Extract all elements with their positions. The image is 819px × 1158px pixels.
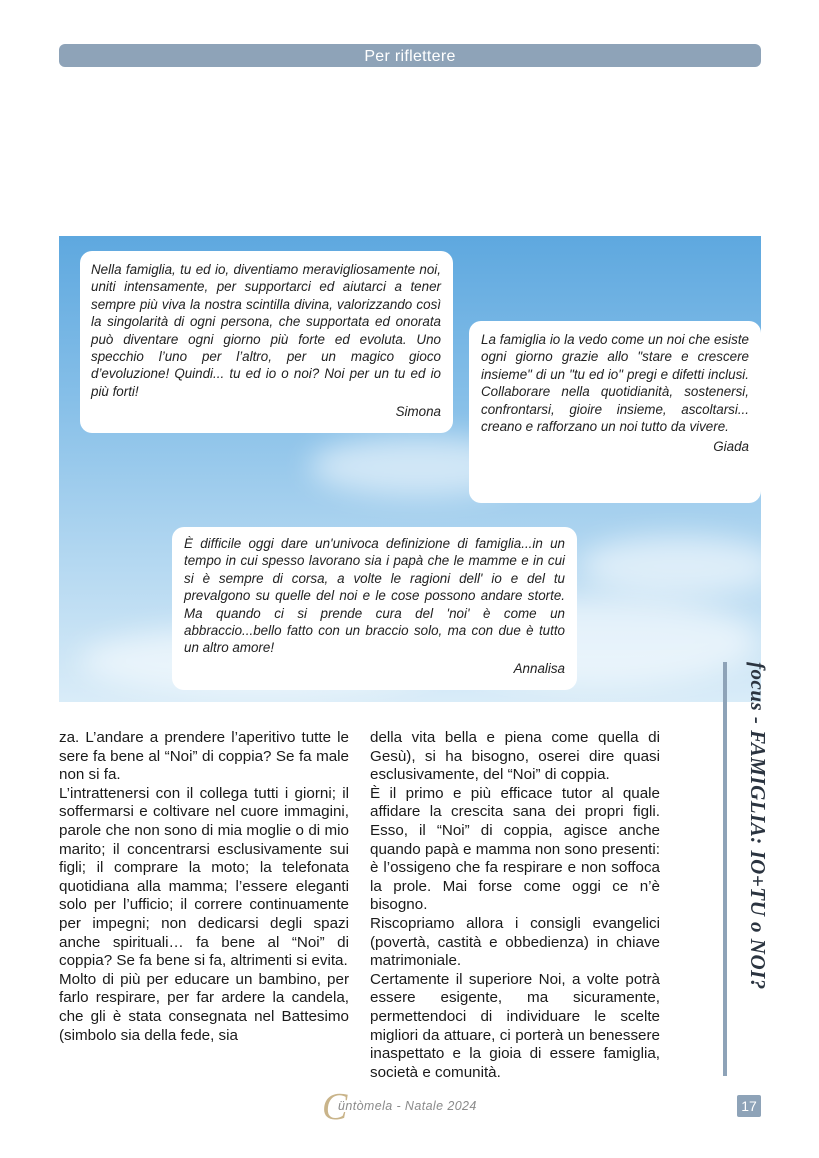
page-number: 17 [737, 1095, 761, 1117]
paragraph: della vita bella e piena come quella di Gesù), si ha bisogno, oserei dire quasi esclusivamente, del “Noi” di coppia. [370, 729, 660, 784]
quote-bubble-simona [80, 251, 453, 433]
sky-background-image [59, 236, 761, 702]
quote-bubble-annalisa [172, 527, 577, 690]
paragraph: Molto di più per educare un bambino, per farlo respirare, per far ardere la candela, che gli è stata consegnata nel Battesimo (simbolo sia della fede, sia [59, 970, 349, 1044]
side-section-label: focus - FAMIGLIA: IO+TU o NOI? [746, 662, 770, 990]
paragraph: Riscopriamo allora i consigli evangelici (povertà, castità e obbedienza) in chiave matrimoniale. [370, 914, 660, 970]
paragraph: È il primo e più efficace tutor al quale affidare la crescita sana dei propri figli. Esso, il “Noi” di coppia, agisce anche quando papà e mamma non sono presenti: è l’ossigeno che fa respirare e non soffoca la prole. Mai forse come oggi ce n’è bisogno. [370, 784, 660, 914]
article-column-right [370, 729, 660, 1082]
section-title: Per riflettere [364, 48, 456, 65]
paragraph: Certamente il superiore Noi, a volte potrà essere esigente, ma sicuramente, permettendoci di individuare le scelte migliori da attuare, ci porterà un benessere inaspettato e la gioia di essere famiglia, società e comunità. [370, 970, 660, 1081]
quote-author: Giada [713, 439, 749, 455]
section-header-bar [59, 44, 761, 67]
publication-logo-initial: C [322, 1086, 348, 1128]
side-divider [723, 662, 727, 1076]
paragraph: L’intrattenersi con il collega tutti i giorni; il soffermarsi e coltivare nel cuore immagini, parole che non sono di mia moglie o di mio marito; il concentrarsi esclusivamente sui figli; il comprare la moto; la telefonata quotidiana alla mamma; l’essere eleganti solo per l’ufficio; il correre continuamente per impegni; non dedicarsi degli spazi anche spirituali… fa bene al “Noi” di coppia? Se fa bene si fa, altrimenti si evita. [59, 784, 349, 970]
article-column-left [59, 729, 349, 1045]
quote-bubble-giada [469, 321, 761, 503]
quote-author: Annalisa [513, 660, 565, 676]
quote-text: Nella famiglia, tu ed io, diventiamo meravigliosamente noi, uniti intensamente, per supportarci ed aiutarci a tener sempre più viva la nostra scintilla divina, valorizzando così la singolarità di ogni persona, che supportata ed onorata può diventare ogni giorno più forte ed evoluta. Uno specchio l’uno per l’altro, per un magico gioco d’evoluzione! Quindi... tu ed io o noi? Noi per un tu ed io più forti! [91, 262, 441, 399]
publication-name: üntòmela - Natale 2024 [338, 1099, 477, 1113]
quote-author: Simona [395, 404, 441, 420]
paragraph: za. L’andare a prendere l’aperitivo tutte le sere fa bene al “Noi” di coppia? Se fa male non si fa. [59, 729, 349, 784]
quote-text: È difficile oggi dare un'univoca definizione di famiglia...in un tempo in cui spesso lavorano sia i papà che le mamme e in cui si è sempre di corsa, a volte le ragioni dell' io e del tu prevalgono su quelle del noi e le cose possono andare storte. Ma quando ci si prende cura del 'noi' è come un abbraccio...bello fatto con un braccio solo, ma con due è tutto un altro amore! [184, 536, 565, 656]
quote-text: La famiglia io la vedo come un noi che esiste ogni giorno grazie allo "stare e crescere insieme" di un "tu ed io" pregi e difetti inclusi. Collaborare nella quotidianità, sostenersi, confrontarsi, gioire insieme, ascoltarsi... creano e rafforzano un noi tutto da vivere. [481, 332, 749, 435]
